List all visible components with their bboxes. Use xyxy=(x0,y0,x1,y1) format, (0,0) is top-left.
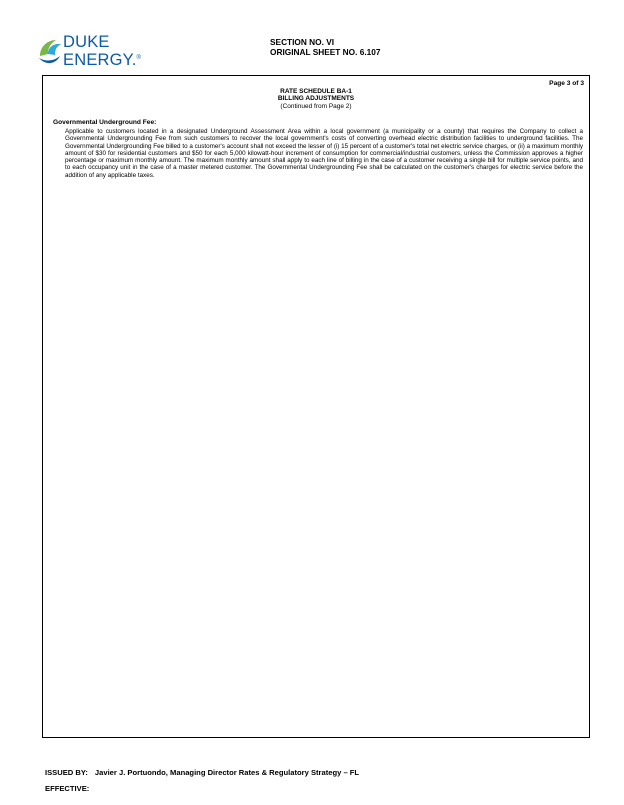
document-frame xyxy=(42,75,590,738)
continued-note: (Continued from Page 2) xyxy=(280,102,352,110)
section-header xyxy=(270,37,381,57)
section-title: Governmental Underground Fee: xyxy=(53,119,157,126)
logo-line-energy: ENERGY. xyxy=(63,51,137,69)
schedule-title: RATE SCHEDULE BA-1 xyxy=(280,88,352,95)
logo-wordmark xyxy=(63,34,141,68)
body-paragraph: Applicable to customers located in a designated Underground Assessment Area within a local government (a municipality or a county) that requires the Company to collect a Governmental Undergrounding Fee from such customers to recover the local government's costs of converting overhead electric distribution facilities to underground facilities. The Governmental Undergrounding Fee billed to a customer's account shall not exceed the lesser of (i) 15 percent of a customer's total net electric service charges, or (ii) a maximum monthly amount of $30 for residential customers and $50 for each 5,000 kilowatt-hour increment of consumption for commercial/industrial customers, unless the Commission approves a higher percentage or maximum monthly amount. The maximum monthly amount shall apply to each line of billing in the case of a customer receiving a single bill for multiple service points, and to each occupancy unit in the case of a master metered customer. The Governmental Undergrounding Fee shall be calculated on the customer's charges for electric service before the addition of any applicable taxes. xyxy=(65,128,583,179)
section-number: SECTION NO. VI xyxy=(270,37,335,47)
logo-registered-mark: ® xyxy=(136,55,142,61)
schedule-subtitle: BILLING ADJUSTMENTS xyxy=(277,95,355,103)
sheet-number: ORIGINAL SHEET NO. 6.107 xyxy=(270,47,381,57)
logo-line-duke: DUKE xyxy=(63,33,110,51)
issued-by-value: Javier J. Portuondo, Managing Director Rates & Regulatory Strategy – FL xyxy=(94,768,360,777)
effective-label: EFFECTIVE: xyxy=(45,784,90,793)
issued-by-label: ISSUED BY: xyxy=(45,768,88,777)
duke-energy-logo xyxy=(36,34,156,70)
schedule-header xyxy=(43,88,589,110)
duke-energy-flame-icon xyxy=(36,34,66,68)
page-number: Page 3 of 3 xyxy=(549,80,584,87)
footer xyxy=(45,765,359,797)
